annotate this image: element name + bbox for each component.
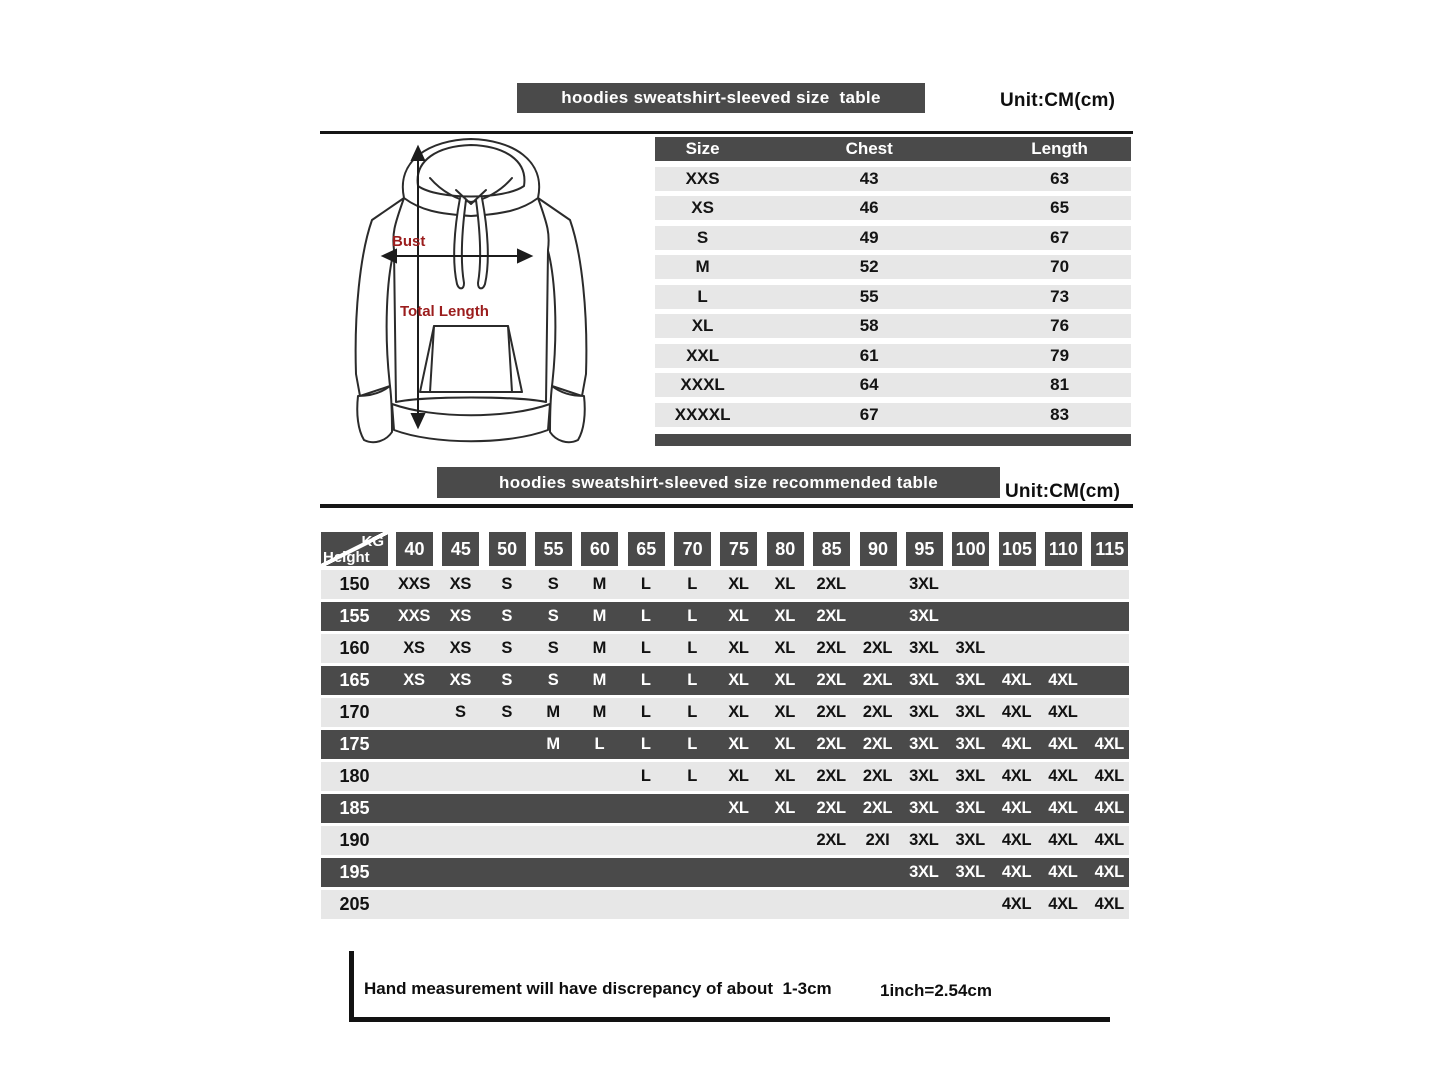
rec-size-cell: XL — [774, 575, 796, 593]
size-table-cell-length: 76 — [1050, 316, 1070, 335]
size-table-cell-chest: 52 — [859, 257, 879, 276]
rec-size-cell: S — [454, 703, 466, 721]
rec-row — [321, 890, 1129, 919]
rec-size-cell: 4XL — [1094, 735, 1124, 753]
rec-row — [321, 602, 1129, 631]
size-table-cell-chest: 61 — [859, 345, 879, 365]
kg-column-header: 90 — [860, 532, 897, 566]
size-table-title: hoodies sweatshirt-sleeved size table — [517, 83, 925, 113]
rec-row — [321, 858, 1129, 887]
rec-size-cell: 3XL — [909, 671, 939, 689]
size-table-row — [655, 167, 1131, 191]
rec-size-cell: 3XL — [909, 735, 939, 753]
size-table-cell-chest: 67 — [859, 404, 879, 424]
rec-size-cell: 3XL — [909, 703, 939, 721]
rec-size-cell: XL — [774, 703, 796, 721]
rec-size-cell: 3XL — [909, 863, 939, 881]
rec-size-cell: 3XL — [955, 831, 985, 849]
size-table-header-chest: Chest — [845, 139, 893, 158]
rec-size-cell: 4XL — [1001, 799, 1032, 817]
kg-column-header: 105 — [999, 532, 1036, 566]
rec-size-cell: XL — [728, 735, 749, 753]
size-table-row — [655, 226, 1131, 250]
height-label: 190 — [339, 830, 370, 850]
rec-size-cell: 2XL — [816, 735, 846, 753]
footer-horizontal-line — [349, 1017, 1110, 1022]
corner-height-label: Height — [323, 549, 370, 566]
rec-size-cell: S — [547, 639, 559, 657]
size-table-cell-length: 81 — [1050, 375, 1070, 394]
height-label: 155 — [339, 606, 370, 626]
rec-size-cell: XXS — [397, 575, 431, 593]
rec-size-cell: 3XL — [955, 735, 985, 753]
size-table-body — [655, 167, 1131, 427]
rec-size-cell: XS — [449, 607, 472, 625]
rec-row — [321, 570, 1129, 599]
rec-size-cell: 4XL — [1001, 703, 1032, 721]
rec-size-cell: 4XL — [1001, 767, 1032, 785]
size-table-cell-length: 67 — [1050, 227, 1070, 247]
corner-kg-label: KG — [361, 533, 384, 550]
inch-conversion-note: 1inch=2.54cm — [880, 981, 992, 1000]
total-length-label: Total Length — [400, 303, 489, 320]
rec-size-cell: 2XL — [862, 671, 893, 689]
size-table-cell-chest: 46 — [859, 198, 879, 217]
measurement-note: Hand measurement will have discrepancy of about 1-3cm — [364, 979, 832, 998]
rec-size-cell: L — [687, 575, 697, 593]
rec-size-cell: 2XL — [862, 767, 893, 785]
rec-size-cell: S — [501, 639, 513, 657]
rec-size-cell: 2XL — [862, 639, 893, 657]
size-table-cell-length: 83 — [1050, 404, 1070, 424]
unit-label-top: Unit:CM(cm) — [1000, 90, 1116, 111]
height-label: 175 — [339, 734, 370, 754]
rec-size-cell: 4XL — [1048, 831, 1078, 849]
size-table-cell-size: M — [695, 257, 710, 276]
kg-column-header: 60 — [581, 532, 618, 566]
rec-size-cell: L — [687, 639, 697, 657]
rec-size-cell: XS — [403, 639, 425, 657]
rec-size-cell: 2XL — [862, 799, 893, 817]
rec-size-cell: M — [592, 671, 607, 689]
corner-header-cell — [321, 532, 388, 566]
size-table-cell-length: 70 — [1050, 257, 1070, 276]
rec-size-cell: L — [640, 671, 651, 689]
size-table-row — [655, 285, 1131, 309]
rec-size-cell: 4XL — [1048, 863, 1078, 881]
rec-size-cell: 4XL — [1094, 895, 1124, 913]
rec-size-cell: M — [592, 575, 607, 593]
rec-size-cell: L — [687, 767, 697, 785]
size-table-cell-chest: 43 — [859, 168, 879, 188]
rec-size-cell: 2XL — [816, 607, 846, 625]
rec-size-cell: XS — [449, 639, 472, 657]
rec-size-cell: L — [640, 735, 651, 753]
rec-row — [321, 730, 1129, 759]
rec-size-cell: 3XL — [955, 703, 985, 721]
bust-label: Bust — [392, 233, 426, 250]
size-table-row — [655, 373, 1131, 397]
rec-row — [321, 666, 1129, 695]
kg-column-header: 75 — [720, 532, 757, 566]
size-table-cell-size: XXXXL — [674, 404, 731, 424]
rec-row — [321, 794, 1129, 823]
rec-size-cell: XL — [774, 607, 796, 625]
rec-size-cell: L — [640, 703, 651, 721]
rec-size-cell: XL — [774, 799, 796, 817]
kg-column-header: 55 — [535, 532, 572, 566]
kg-column-header: 45 — [442, 532, 479, 566]
height-label: 205 — [339, 894, 370, 914]
size-table-header-length: Length — [1031, 139, 1088, 158]
kg-column-header: 100 — [952, 532, 989, 566]
rec-size-cell: L — [640, 607, 651, 625]
rec-size-cell: 2XL — [816, 639, 846, 657]
size-table — [655, 137, 1131, 446]
kg-column-header: 70 — [674, 532, 711, 566]
size-table-cell-length: 73 — [1050, 286, 1070, 306]
recommended-table-title: hoodies sweatshirt-sleeved size recommended table — [437, 467, 1000, 498]
rec-row — [321, 698, 1129, 727]
rec-size-cell: S — [547, 575, 559, 593]
kg-column-header: 85 — [813, 532, 850, 566]
size-table-row — [655, 344, 1131, 368]
rec-size-cell: 4XL — [1001, 735, 1032, 753]
kg-column-header: 65 — [628, 532, 665, 566]
rec-row — [321, 826, 1129, 855]
rec-size-cell: M — [546, 735, 560, 753]
rec-size-cell: 3XL — [955, 799, 985, 817]
height-label: 160 — [339, 638, 370, 658]
rec-size-cell: XL — [774, 735, 796, 753]
size-table-row — [655, 255, 1131, 279]
kg-column-header: 110 — [1045, 532, 1082, 566]
size-table-header — [655, 137, 1131, 161]
size-table-row — [655, 403, 1131, 427]
rec-size-cell: 4XL — [1048, 703, 1078, 721]
rec-size-cell: 3XL — [955, 671, 985, 689]
size-table-cell-size: XXXL — [680, 375, 725, 394]
rec-size-cell: M — [592, 639, 607, 657]
rec-size-cell: L — [640, 575, 651, 593]
footer-vertical-bar — [349, 951, 354, 1018]
rec-size-cell: 3XL — [909, 831, 939, 849]
rec-size-cell: 4XL — [1048, 735, 1078, 753]
kg-column-header: 95 — [906, 532, 943, 566]
size-table-footer-bar — [655, 434, 1131, 446]
rec-size-cell: 2XL — [816, 831, 846, 849]
recommended-table — [321, 532, 1133, 924]
divider-line-bottom — [320, 504, 1133, 508]
rec-size-cell: 4XL — [1048, 767, 1078, 785]
size-table-cell-chest: 58 — [859, 316, 879, 335]
rec-size-cell: 4XL — [1001, 671, 1032, 689]
rec-size-cell: S — [501, 607, 513, 625]
rec-size-cell: XL — [774, 671, 796, 689]
size-table-row — [655, 196, 1131, 220]
rec-size-cell: XS — [403, 671, 425, 689]
rec-size-cell: 3XL — [909, 639, 939, 657]
rec-size-cell: L — [640, 767, 651, 785]
hoodie-diagram — [334, 134, 608, 458]
rec-size-cell: L — [640, 639, 651, 657]
rec-size-cell: M — [592, 607, 607, 625]
rec-size-cell: 3XL — [955, 639, 985, 657]
size-table-cell-size: S — [696, 227, 709, 247]
rec-size-cell: 2XL — [816, 799, 846, 817]
rec-size-cell: 4XL — [1001, 863, 1032, 881]
rec-size-cell: XL — [728, 607, 749, 625]
rec-size-cell: 3XL — [909, 607, 939, 625]
size-table-cell-length: 65 — [1050, 198, 1070, 217]
size-table-cell-chest: 49 — [859, 227, 879, 247]
rec-size-cell: 4XL — [1094, 863, 1124, 881]
rec-size-cell: XL — [774, 767, 796, 785]
rec-size-cell: 2XL — [816, 671, 846, 689]
rec-size-cell: 4XL — [1048, 895, 1078, 913]
rec-size-cell: L — [594, 735, 605, 753]
rec-size-cell: L — [687, 735, 697, 753]
rec-size-cell: XL — [774, 639, 796, 657]
rec-size-cell: L — [687, 671, 697, 689]
size-table-header-size: Size — [685, 139, 720, 158]
size-table-cell-size: L — [697, 286, 708, 306]
size-table-row — [655, 314, 1131, 338]
rec-size-cell: 4XL — [1094, 831, 1124, 849]
rec-size-cell: XL — [728, 799, 749, 817]
rec-size-cell: S — [501, 703, 513, 721]
rec-size-cell: 2XL — [816, 575, 846, 593]
height-label: 165 — [339, 670, 370, 690]
kg-column-header: 80 — [767, 532, 804, 566]
size-table-cell-size: XXS — [685, 168, 720, 188]
rec-size-cell: 2XI — [865, 831, 890, 849]
size-table-cell-size: XXL — [686, 345, 720, 365]
size-table-cell-chest: 55 — [859, 286, 879, 306]
rec-size-cell: XS — [449, 575, 472, 593]
kg-column-header: 50 — [489, 532, 526, 566]
size-table-cell-length: 79 — [1050, 345, 1070, 365]
rec-size-cell: 4XL — [1048, 671, 1078, 689]
rec-size-cell: L — [687, 607, 697, 625]
rec-size-cell: 4XL — [1094, 767, 1124, 785]
size-table-cell-length: 63 — [1050, 168, 1070, 188]
size-table-cell-chest: 64 — [859, 375, 879, 394]
rec-size-cell: S — [501, 671, 513, 689]
rec-size-cell: 2XL — [862, 735, 893, 753]
rec-size-cell: 4XL — [1001, 895, 1032, 913]
rec-size-cell: L — [687, 703, 697, 721]
rec-size-cell: 4XL — [1001, 831, 1032, 849]
rec-size-cell: 4XL — [1094, 799, 1124, 817]
rec-size-cell: 3XL — [909, 799, 939, 817]
rec-size-cell: S — [547, 607, 559, 625]
rec-size-cell: XL — [728, 767, 749, 785]
rec-size-cell: 2XL — [816, 703, 846, 721]
rec-size-cell: XS — [449, 671, 472, 689]
kg-column-header: 40 — [396, 532, 433, 566]
rec-size-cell: XL — [728, 639, 749, 657]
size-table-cell-size: XS — [691, 198, 714, 217]
rec-size-cell: 3XL — [955, 767, 985, 785]
size-table-cell-size: XL — [691, 316, 714, 335]
rec-size-cell: S — [547, 671, 559, 689]
rec-row — [321, 762, 1129, 791]
height-label: 180 — [339, 766, 370, 786]
rec-size-cell: XL — [728, 703, 749, 721]
height-label: 195 — [339, 862, 370, 882]
rec-size-cell: M — [546, 703, 560, 721]
rec-row — [321, 634, 1129, 663]
rec-size-cell: 2XL — [862, 703, 893, 721]
height-label: 170 — [339, 702, 370, 722]
rec-size-cell: 3XL — [955, 863, 985, 881]
rec-size-cell: 3XL — [909, 767, 939, 785]
rec-size-cell: XL — [728, 671, 749, 689]
rec-size-cell: 3XL — [909, 575, 939, 593]
rec-size-cell: XXS — [397, 607, 431, 625]
rec-size-cell: M — [592, 703, 607, 721]
unit-label-bottom: Unit:CM(cm) — [1005, 481, 1121, 502]
hoodie-outline — [356, 139, 587, 442]
kg-column-header: 115 — [1091, 532, 1128, 566]
rec-size-cell: XL — [728, 575, 749, 593]
height-label: 185 — [339, 798, 370, 818]
rec-size-cell: S — [501, 575, 513, 593]
height-label: 150 — [339, 574, 370, 594]
rec-size-cell: 4XL — [1048, 799, 1078, 817]
rec-size-cell: 2XL — [816, 767, 846, 785]
